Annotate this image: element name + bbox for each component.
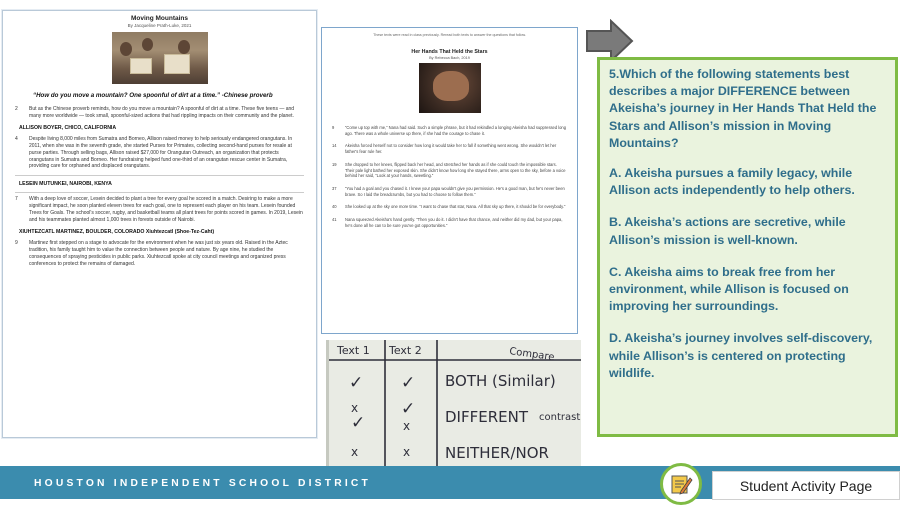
chinese-proverb-quote: “How do you move a mountain? One spoonful of dirt at a time.” -Chinese proverb bbox=[33, 92, 273, 99]
student-activity-page-label: Student Activity Page bbox=[712, 471, 900, 500]
divider bbox=[15, 192, 304, 193]
neither-nor-label: NEITHER/NOR bbox=[445, 444, 549, 462]
paragraph bbox=[15, 136, 304, 171]
excerpt-paragraph bbox=[332, 125, 567, 136]
person-head bbox=[142, 38, 153, 51]
paragraph-number: 14 bbox=[332, 143, 337, 149]
doc1-title: Moving Mountains bbox=[130, 15, 189, 22]
both-similar-label: BOTH (Similar) bbox=[445, 372, 556, 390]
excerpt-paragraph bbox=[332, 217, 567, 228]
paragraph-number: 9 bbox=[15, 239, 18, 246]
check-mark: ✓ bbox=[401, 373, 416, 393]
different-label: DIFFERENT bbox=[445, 408, 528, 426]
section-heading: XIUHTEZCATL MARTINEZ, BOULDER, COLORADO Xiuhtezcatl (Shoe-Tez-Caht) bbox=[19, 228, 215, 235]
paragraph bbox=[15, 196, 304, 224]
hand-shape bbox=[433, 71, 469, 101]
answer-option-a[interactable]: A. Akeisha pursues a family legacy, while Allison acts independently to help others. bbox=[609, 166, 855, 198]
footer bbox=[0, 466, 900, 506]
paragraph-number: 7 bbox=[15, 196, 18, 203]
excerpt-paragraph bbox=[332, 162, 567, 179]
x-mark: x bbox=[351, 445, 359, 459]
paragraph-number: 41 bbox=[332, 217, 337, 223]
x-mark: x bbox=[403, 445, 411, 459]
person-head bbox=[178, 40, 190, 54]
excerpt-paragraph bbox=[332, 186, 567, 197]
paragraph-text: “You had a goal and you chased it. I knew your papa wouldn't give you permission. He's a good man, but he's never been brave. So I laid the breadcrumbs, but you had to choose to follow them.” bbox=[345, 185, 565, 197]
whiteboard-compare-chart bbox=[326, 340, 581, 466]
paragraph bbox=[15, 240, 304, 268]
paragraph-number: 19 bbox=[332, 161, 337, 167]
paragraph-text: But as the Chinese proverb reminds, how do you move a mountain? A spoonful of dirt at a time. These five teens — and many more worldwide — took small, spoonful-sized actions that had rippling impacts on their community and the planet. bbox=[29, 106, 295, 119]
compare-label: Compare bbox=[508, 346, 556, 364]
paragraph-number: 40 bbox=[332, 204, 337, 210]
paragraph-text: “Come up top with me,” Nana had said. Such a simple phrase, but it had rekindled a longing Akeisha had suppressed long ago. There was a whole universe up there, if she had the courage to chase it. bbox=[345, 125, 566, 136]
excerpt-paragraph bbox=[332, 143, 567, 154]
protest-photo bbox=[112, 32, 208, 84]
section-heading: LESEIN MUTUNKEI, NAIROBI, KENYA bbox=[19, 181, 112, 188]
moving-mountains-page bbox=[2, 10, 317, 438]
paragraph-text: She dropped to her knees, flipped back her head, and stretched her hands as if she could touch the impossible stars. Their pale light bathed her exposed skin. She didn't know how long she stayed there, arms open to the sky, before a voice behind her said, “Look at your hands, sweetling.” bbox=[345, 161, 566, 179]
paragraph bbox=[15, 106, 304, 120]
paragraph-number: 4 bbox=[15, 135, 18, 142]
answer-option-c[interactable]: C. Akeisha aims to break free from her environment, while Allison is focused on improving her surroundings. bbox=[609, 264, 849, 314]
person-head bbox=[120, 42, 132, 56]
answer-option-d[interactable]: D. Akeisha’s journey involves self-discovery, while Allison’s is centered on protecting wildlife. bbox=[609, 331, 873, 380]
notepad-pencil-icon bbox=[660, 463, 702, 505]
x-mark: x bbox=[403, 419, 411, 433]
x-mark: x bbox=[351, 401, 359, 415]
hands-photo bbox=[419, 63, 481, 113]
paragraph-number: 37 bbox=[332, 185, 337, 191]
doc2-title: Her Hands That Held the Stars bbox=[411, 49, 488, 55]
protest-sign bbox=[130, 58, 152, 74]
paragraph-text: Akeisha forced herself not to consider how long it would take her to fall if something went wrong. She wouldn't let her father's fear rule her. bbox=[345, 143, 557, 155]
paragraph-text: Despite living 8,000 miles from Sumatra and Borneo, Allison raised money to help seriously endangered orangutans. In 2011, when she was in the seventh grade, she started Purses for Primates, collecting second-hand purses for resale at purse parties. Through selling bags, Allison raised $27,000 for Orangutan Outreach, an organization that protects orangutans in Sumatra and Borneo. Her fundraising helped fund one-third of an orangutan rescue center in Sumatra, providing care for orphaned and displaced orangutans. bbox=[29, 135, 293, 170]
paragraph-number: 9 bbox=[332, 125, 335, 130]
protest-sign bbox=[164, 54, 190, 74]
divider bbox=[15, 175, 304, 176]
answer-option-b[interactable]: B. Akeisha’s actions are secretive, while Allison’s mission is well-known. bbox=[609, 215, 846, 247]
contrast-label: contrast bbox=[539, 412, 581, 423]
her-hands-page bbox=[321, 27, 578, 334]
paragraph-text: With a deep love of soccer, Lesein decided to plant a tree for every goal he scored in a match. Desiring to make a more significant impact, he soon planted eleven trees for each goal, one to represent each player on his team. Lesein founded Trees for Goals. The school's soccer, rugby, and basketball teams all plant trees for points scored in games. In 2019, Lesein and his teammates planted almost 1,000 trees in forests outside of Nairobi. bbox=[29, 196, 303, 224]
check-mark: ✓ bbox=[349, 373, 364, 393]
question-panel bbox=[597, 57, 898, 437]
paragraph-number: 2 bbox=[15, 106, 18, 112]
doc2-byline: By Rebecca Bach, 2019 bbox=[429, 56, 470, 60]
question-stem: 5.Which of the following statements best describes a major DIFFERENCE between Akeisha’s journey in Her Hands That Held the Stars and Allison’s mission in Moving Mountains? bbox=[609, 67, 877, 150]
excerpt-paragraph bbox=[332, 204, 567, 210]
text1-header: Text 1 bbox=[337, 344, 370, 357]
check-mark: ✓ bbox=[351, 413, 366, 433]
check-mark: ✓ bbox=[401, 399, 416, 419]
district-name: HOUSTON INDEPENDENT SCHOOL DISTRICT bbox=[34, 478, 372, 489]
paragraph-text: Nana squeezed Akeisha's hand gently. “Then you do it. I didn't have that chance, and neither did my dad, but your papa, he's done all he can to be sure you've got opportunities.” bbox=[345, 217, 563, 228]
doc2-instructions: These texts were read in class previously. Reread both texts to answer the questions that follow. bbox=[373, 33, 526, 37]
paragraph-text: She looked up at the sky one more time. “I want to chase that star, Nana. All that sky up there, it should be for everybody.” bbox=[345, 204, 566, 210]
section-heading: ALLISON BOYER, CHICO, CALIFORNIA bbox=[19, 124, 117, 131]
text2-header: Text 2 bbox=[389, 344, 422, 357]
doc1-byline: By Jacqueline Prath-Luke, 2021 bbox=[127, 23, 192, 28]
paragraph-text: Martinez first stepped on a stage to advocate for the environment when he was just six years old. Raised in the Aztec tradition, his family taught him to value the connection between people and nature. By age nine, he studied the consequences of spraying pesticides in public parks. Xiuhtezcatl spoke at city council meetings and organized press conferences to protect the remains of damaged. bbox=[29, 239, 288, 267]
